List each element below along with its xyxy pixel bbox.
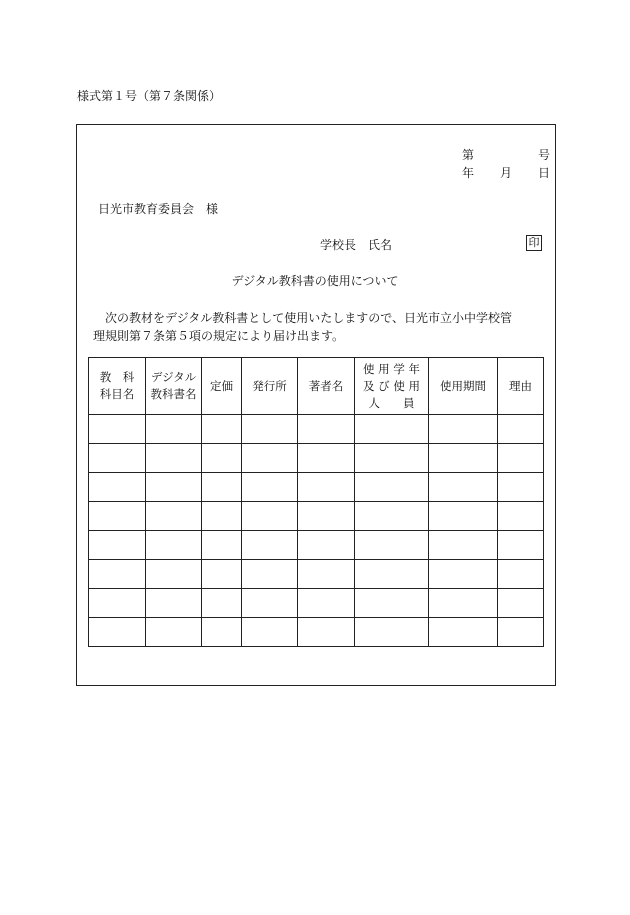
table-cell[interactable]: [298, 531, 355, 560]
table-cell[interactable]: [202, 415, 242, 444]
table-cell[interactable]: [242, 589, 298, 618]
digital-textbook-table: [88, 357, 544, 647]
table-cell[interactable]: [298, 589, 355, 618]
table-cell[interactable]: [242, 531, 298, 560]
table-cell[interactable]: [429, 502, 498, 531]
header-grade-and-users: 使 用 学 年 及 び 使 用 人 員: [355, 358, 429, 415]
table-row: [89, 560, 544, 589]
table-cell[interactable]: [298, 502, 355, 531]
header-author: 著者名: [298, 358, 355, 415]
seal-mark: 印: [526, 235, 542, 251]
table-cell[interactable]: [89, 589, 146, 618]
table-cell[interactable]: [498, 415, 544, 444]
number-suffix: 号: [538, 148, 551, 162]
table-cell[interactable]: [89, 618, 146, 647]
table-body: [89, 415, 544, 647]
table-cell[interactable]: [202, 502, 242, 531]
table-cell[interactable]: [498, 473, 544, 502]
table-cell[interactable]: [498, 502, 544, 531]
number-prefix: 第: [462, 148, 475, 162]
table-cell[interactable]: [242, 618, 298, 647]
table-row: [89, 502, 544, 531]
table-cell[interactable]: [146, 502, 202, 531]
table-cell[interactable]: [202, 589, 242, 618]
header-subject: 教 科 科目名: [89, 358, 146, 415]
table-cell[interactable]: [89, 415, 146, 444]
table-cell[interactable]: [242, 473, 298, 502]
table-cell[interactable]: [202, 560, 242, 589]
table-cell[interactable]: [355, 618, 429, 647]
form-reference: 様式第１号（第７条関係）: [77, 89, 222, 103]
table-cell[interactable]: [298, 473, 355, 502]
table-header-row: [89, 358, 544, 415]
table-cell[interactable]: [146, 473, 202, 502]
table-row: [89, 444, 544, 473]
table-cell[interactable]: [242, 502, 298, 531]
table-cell[interactable]: [429, 618, 498, 647]
table-cell[interactable]: [202, 531, 242, 560]
table-cell[interactable]: [498, 531, 544, 560]
table-cell[interactable]: [355, 589, 429, 618]
table-cell[interactable]: [242, 444, 298, 473]
table-cell[interactable]: [355, 531, 429, 560]
table-row: [89, 618, 544, 647]
table-cell[interactable]: [89, 531, 146, 560]
header-price: 定価: [202, 358, 242, 415]
table-cell[interactable]: [202, 618, 242, 647]
date-month: 月: [500, 166, 513, 180]
header-usage-period: 使用期間: [429, 358, 498, 415]
table-cell[interactable]: [355, 560, 429, 589]
table-cell[interactable]: [429, 589, 498, 618]
table-cell[interactable]: [242, 415, 298, 444]
table-cell[interactable]: [498, 618, 544, 647]
body-paragraph: [93, 309, 548, 345]
principal-name-label: 学校長 氏名: [320, 238, 393, 252]
table-cell[interactable]: [355, 444, 429, 473]
body-line-2: 理規則第７条第５項の規定により届け出ます。: [93, 329, 345, 343]
table-cell[interactable]: [89, 560, 146, 589]
table-cell[interactable]: [146, 560, 202, 589]
table-cell[interactable]: [429, 473, 498, 502]
addressee: 日光市教育委員会 様: [98, 202, 219, 216]
date-day: 日: [538, 166, 551, 180]
table-cell[interactable]: [89, 502, 146, 531]
table-cell[interactable]: [498, 444, 544, 473]
header-reason: 理由: [498, 358, 544, 415]
table-cell[interactable]: [146, 415, 202, 444]
table-cell[interactable]: [429, 531, 498, 560]
table-cell[interactable]: [429, 560, 498, 589]
body-line-1: 次の教材をデジタル教科書として使用いたしますので、日光市立小中学校管: [93, 311, 513, 325]
header-publisher: 発行所: [242, 358, 298, 415]
table-cell[interactable]: [498, 589, 544, 618]
table-cell[interactable]: [355, 415, 429, 444]
table-cell[interactable]: [146, 531, 202, 560]
table-row: [89, 589, 544, 618]
table-cell[interactable]: [202, 473, 242, 502]
table-cell[interactable]: [146, 618, 202, 647]
table-cell[interactable]: [298, 618, 355, 647]
table-cell[interactable]: [146, 589, 202, 618]
table-row: [89, 473, 544, 502]
table-cell[interactable]: [429, 415, 498, 444]
table-row: [89, 415, 544, 444]
table-cell[interactable]: [298, 415, 355, 444]
table-cell[interactable]: [298, 560, 355, 589]
header-digital-textbook-name: デジタル 教科書名: [146, 358, 202, 415]
table-cell[interactable]: [355, 473, 429, 502]
table-cell[interactable]: [429, 444, 498, 473]
table-cell[interactable]: [355, 502, 429, 531]
table-cell[interactable]: [498, 560, 544, 589]
table-cell[interactable]: [89, 473, 146, 502]
document-title: デジタル教科書の使用について: [231, 274, 399, 288]
table-cell[interactable]: [202, 444, 242, 473]
date-year: 年: [462, 166, 475, 180]
table-row: [89, 531, 544, 560]
table-cell[interactable]: [298, 444, 355, 473]
table-cell[interactable]: [89, 444, 146, 473]
table-cell[interactable]: [242, 560, 298, 589]
table-cell[interactable]: [146, 444, 202, 473]
